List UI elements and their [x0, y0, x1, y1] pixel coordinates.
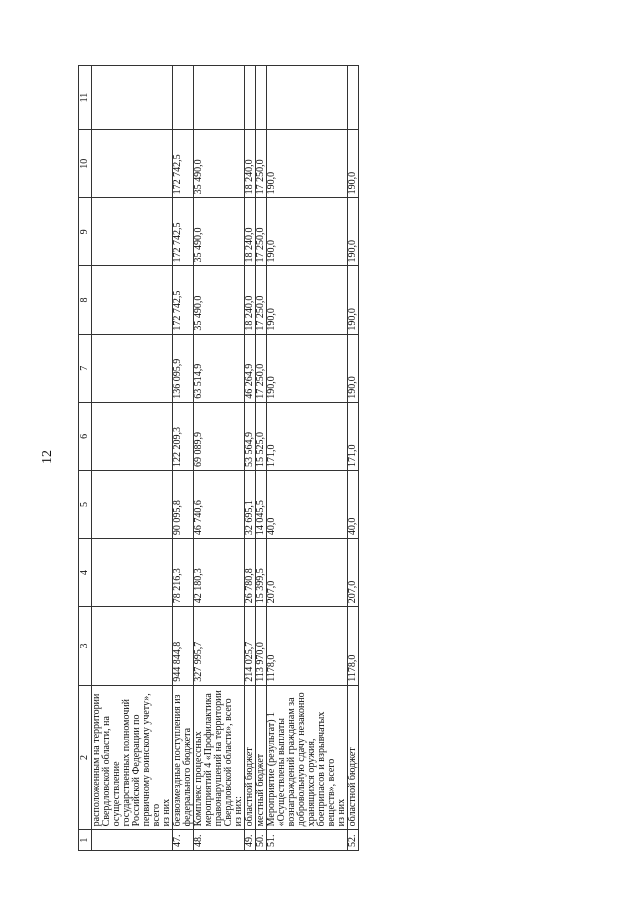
- value-cell: 122 209,3: [173, 402, 194, 470]
- value-cell: 53 564,9: [245, 402, 256, 470]
- value-cell: [194, 66, 245, 130]
- value-cell: 35 490,0: [194, 130, 245, 198]
- value-cell: 207,0: [348, 539, 359, 607]
- column-number: 2: [79, 685, 92, 830]
- value-cell: 113 970,0: [256, 607, 267, 686]
- column-number: 7: [79, 334, 92, 402]
- value-cell: 190,0: [267, 266, 348, 334]
- value-cell: 190,0: [348, 198, 359, 266]
- value-cell: [92, 470, 173, 538]
- value-cell: 207,0: [267, 539, 348, 607]
- table-row: [348, 66, 359, 851]
- row-name-cell: местный бюджет: [256, 685, 267, 830]
- row-name-cell: безвозмездные поступления из федерального бюджета: [173, 685, 194, 830]
- value-cell: 42 180,3: [194, 539, 245, 607]
- row-number-cell: 48.: [194, 830, 245, 851]
- value-cell: [92, 66, 173, 130]
- row-number-cell: 47.: [173, 830, 194, 851]
- row-name-cell: Комплекс процессных мероприятий 4 «Профилактика правонарушений на территории Свердловской области», всего из них:: [194, 685, 245, 830]
- column-number: 4: [79, 539, 92, 607]
- value-cell: 1178,0: [267, 607, 348, 686]
- value-cell: 190,0: [348, 130, 359, 198]
- value-cell: 171,0: [267, 402, 348, 470]
- page-number: 12: [40, 450, 55, 464]
- row-number-cell: 49.: [245, 830, 256, 851]
- value-cell: 172 742,5: [173, 266, 194, 334]
- row-name-cell: Мероприятие (результат) 1 «Осуществлены выплаты вознаграждений гражданам за добровольную сдачу незаконно хранящихся оружия, боеприпасов и взрывчатых веществ», всего из них: [267, 685, 348, 830]
- budget-table: [78, 65, 359, 851]
- value-cell: 63 514,9: [194, 334, 245, 402]
- value-cell: 40,0: [348, 470, 359, 538]
- column-number-row: [79, 66, 92, 851]
- value-cell: [92, 334, 173, 402]
- table-row: [256, 66, 267, 851]
- table-row: [267, 66, 348, 851]
- value-cell: 15 525,0: [256, 402, 267, 470]
- value-cell: 32 695,1: [245, 470, 256, 538]
- value-cell: 46 264,9: [245, 334, 256, 402]
- value-cell: 18 240,0: [245, 130, 256, 198]
- value-cell: 35 490,0: [194, 266, 245, 334]
- value-cell: 69 089,9: [194, 402, 245, 470]
- column-number: 8: [79, 266, 92, 334]
- value-cell: [92, 266, 173, 334]
- value-cell: 190,0: [348, 334, 359, 402]
- value-cell: [256, 66, 267, 130]
- value-cell: 46 740,6: [194, 470, 245, 538]
- value-cell: [245, 66, 256, 130]
- value-cell: 78 216,3: [173, 539, 194, 607]
- value-cell: [92, 130, 173, 198]
- value-cell: 327 995,7: [194, 607, 245, 686]
- value-cell: [267, 66, 348, 130]
- value-cell: 944 844,8: [173, 607, 194, 686]
- value-cell: 214 025,7: [245, 607, 256, 686]
- value-cell: 190,0: [267, 130, 348, 198]
- value-cell: [92, 402, 173, 470]
- column-number: 1: [79, 830, 92, 851]
- value-cell: [173, 66, 194, 130]
- value-cell: 14 045,5: [256, 470, 267, 538]
- value-cell: 17 250,0: [256, 334, 267, 402]
- table-row: [194, 66, 245, 851]
- row-number-cell: 52.: [348, 830, 359, 851]
- column-number: 10: [79, 130, 92, 198]
- value-cell: 136 095,9: [173, 334, 194, 402]
- table-row: [245, 66, 256, 851]
- row-name-cell: областной бюджет: [348, 685, 359, 830]
- column-number: 9: [79, 198, 92, 266]
- row-number-cell: 50.: [256, 830, 267, 851]
- value-cell: 190,0: [267, 198, 348, 266]
- value-cell: [92, 539, 173, 607]
- column-number: 6: [79, 402, 92, 470]
- value-cell: 35 490,0: [194, 198, 245, 266]
- value-cell: 171,0: [348, 402, 359, 470]
- column-number: 3: [79, 607, 92, 686]
- row-name-cell: расположенным на территории Свердловской области, на осуществление государственных полномочий Российской Федерации по первичному воинскому учету», всего из них: [92, 685, 173, 830]
- value-cell: 172 742,5: [173, 198, 194, 266]
- row-number-cell: 51.: [267, 830, 348, 851]
- value-cell: [92, 607, 173, 686]
- value-cell: 15 399,5: [256, 539, 267, 607]
- table-row: [173, 66, 194, 851]
- budget-table-rotated: [78, 65, 598, 851]
- column-number: 11: [79, 66, 92, 130]
- row-number-cell: [92, 830, 173, 851]
- value-cell: 17 250,0: [256, 130, 267, 198]
- value-cell: 17 250,0: [256, 266, 267, 334]
- value-cell: 90 095,8: [173, 470, 194, 538]
- row-name-cell: областной бюджет: [245, 685, 256, 830]
- value-cell: 26 780,8: [245, 539, 256, 607]
- value-cell: 18 240,0: [245, 266, 256, 334]
- table-row: [92, 66, 173, 851]
- value-cell: [348, 66, 359, 130]
- value-cell: 1178,0: [348, 607, 359, 686]
- value-cell: 40,0: [267, 470, 348, 538]
- value-cell: 190,0: [348, 266, 359, 334]
- value-cell: [92, 198, 173, 266]
- value-cell: 190,0: [267, 334, 348, 402]
- value-cell: 18 240,0: [245, 198, 256, 266]
- value-cell: 172 742,5: [173, 130, 194, 198]
- column-number: 5: [79, 470, 92, 538]
- value-cell: 17 250,0: [256, 198, 267, 266]
